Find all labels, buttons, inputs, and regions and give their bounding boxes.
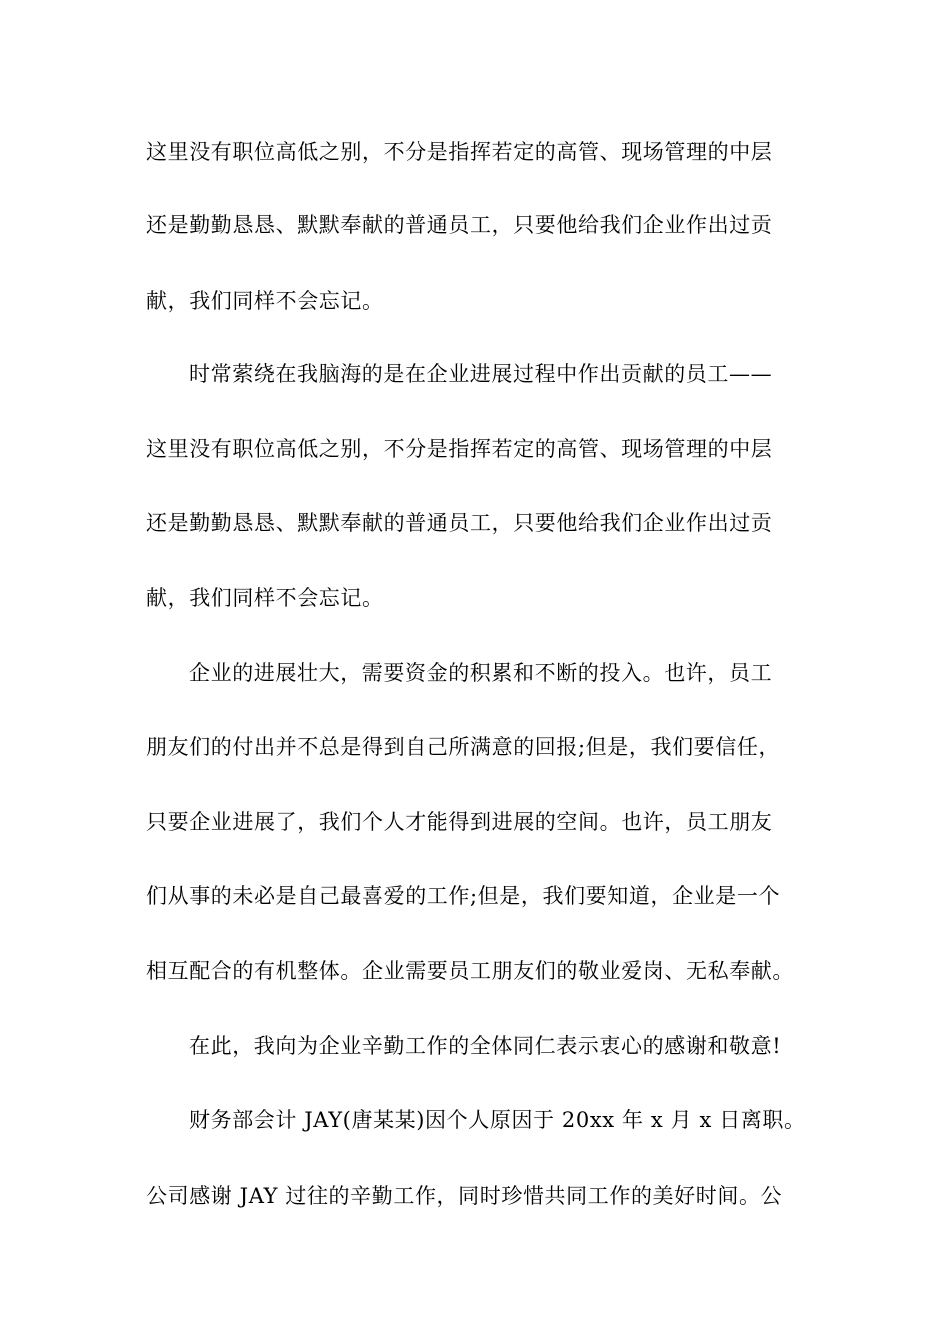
paragraph-first-line: 企业的进展壮大，需要资金的积累和不断的投入。也许，员工 (189, 661, 773, 685)
text-line: 这里没有职位高低之别，不分是指挥若定的高管、现场管理的中层 (146, 437, 773, 461)
text-line: 朋友们的付出并不总是得到自己所满意的回报;但是，我们要信任， (146, 735, 781, 759)
text-line: 公司感谢 JAY 过往的辛勤工作，同时珍惜共同工作的美好时间。公 (146, 1184, 783, 1208)
paragraph-first-line: 时常萦绕在我脑海的是在企业进展过程中作出贡献的员工—— (189, 362, 773, 386)
text-line: 只要企业进展了，我们个人才能得到进展的空间。也许，员工朋友 (146, 810, 773, 834)
text-line: 们从事的未必是自己最喜爱的工作;但是，我们要知道，企业是一个 (146, 884, 781, 908)
text-line: 献，我们同样不会忘记。 (146, 586, 384, 610)
paragraph-first-line: 财务部会计 JAY(唐某某)因个人原因于 20xx 年 x 月 x 日离职。 (189, 1108, 806, 1132)
text-line: 献，我们同样不会忘记。 (146, 289, 384, 313)
text-line: 还是勤勤恳恳、默默奉献的普通员工，只要他给我们企业作出过贡 (146, 213, 773, 237)
text-line: 还是勤勤恳恳、默默奉献的普通员工，只要他给我们企业作出过贡 (146, 511, 773, 535)
text-line: 相互配合的有机整体。企业需要员工朋友们的敬业爱岗、无私奉献。 (146, 959, 794, 983)
paragraph-first-line: 在此，我向为企业辛勤工作的全体同仁表示衷心的感谢和敬意! (189, 1034, 782, 1058)
text-line: 这里没有职位高低之别，不分是指挥若定的高管、现场管理的中层 (146, 140, 773, 164)
